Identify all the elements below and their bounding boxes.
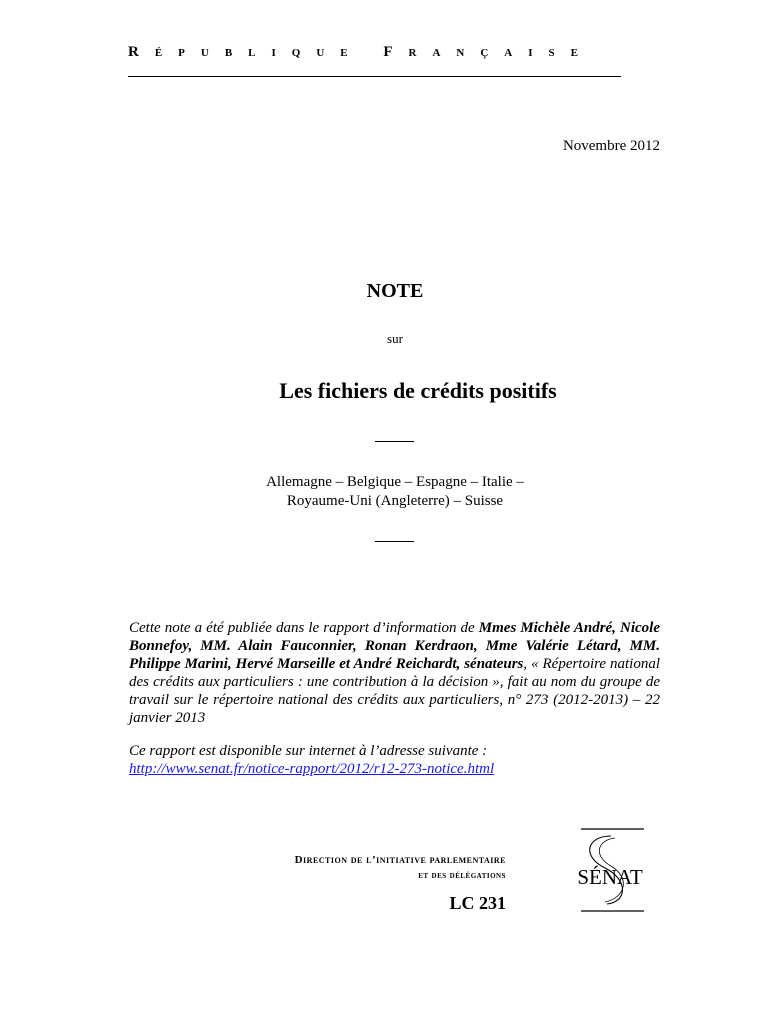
direction-label: [295, 852, 506, 884]
document-code: LC 231: [449, 893, 506, 913]
publication-note-text: Cette note a été publiée dans le rapport d’information de: [129, 620, 479, 636]
document-date: Novembre 2012: [562, 138, 660, 154]
separator-dash: [375, 441, 414, 442]
header-rule: [128, 76, 621, 77]
main-title: Les fichiers de crédits positifs: [279, 378, 557, 403]
availability-note: [129, 742, 660, 778]
report-link[interactable]: http://www.senat.fr/notice-rapport/2012/r12-273-notice.html: [129, 761, 495, 777]
note-title: NOTE: [366, 280, 424, 302]
direction-line-1: Direction de l’initiative parlementaire: [294, 854, 506, 866]
republic-label: République Française: [128, 44, 594, 60]
separator-dash: [375, 541, 414, 542]
senat-logo-icon: [567, 826, 653, 914]
republic-header: [128, 44, 623, 61]
senat-logo: [567, 826, 653, 914]
countries-list: [0, 473, 770, 511]
publication-note-details: , « Répertoire national des crédits aux particuliers : une contribution à la décision », fait au nom du groupe de travail sur le répertoire national des crédits aux particuliers, n° 273 (2012-2013) – 22 janvier 2013: [129, 656, 661, 726]
countries-line-1: Allemagne – Belgique – Espagne – Italie –: [266, 474, 524, 490]
publication-note: [129, 619, 660, 727]
countries-line-2: Royaume-Uni (Angleterre) – Suisse: [286, 493, 504, 509]
direction-line-2: et des délégations: [418, 870, 506, 881]
senat-logo-text: SÉNAT: [577, 865, 643, 889]
senators-list: Mmes Michèle André, Nicole Bonnefoy, MM. Alain Fauconnier, Ronan Kerdraon, Mme Valérie Létard, MM. Philippe Marini, Hervé Marseille et André Reichardt, sénateurs: [129, 620, 660, 672]
availability-text: Ce rapport est disponible sur internet à l’adresse suivante :: [129, 743, 488, 759]
note-sur: sur: [387, 331, 403, 346]
